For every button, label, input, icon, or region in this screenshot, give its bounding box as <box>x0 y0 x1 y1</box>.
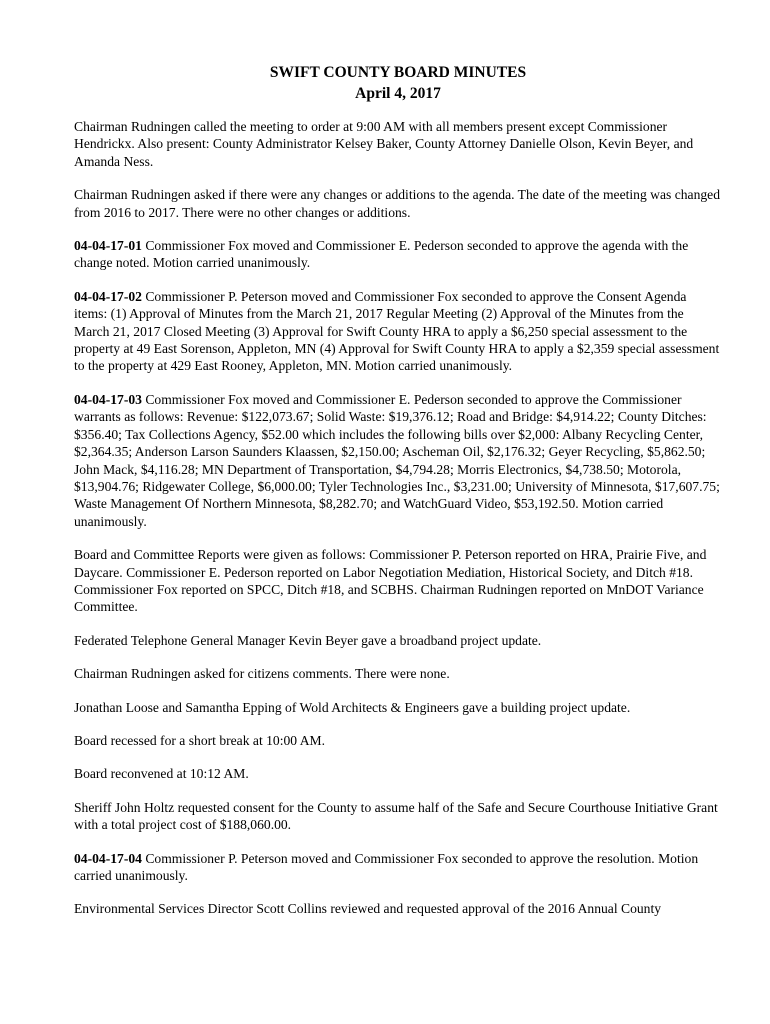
paragraph-text: Jonathan Loose and Samantha Epping of Wold Architects & Engineers gave a building project update. <box>74 699 631 715</box>
paragraph-recess <box>74 732 722 749</box>
paragraph-text: Commissioner Fox moved and Commissioner E. Pederson seconded to approve the Commissioner warrants as follows: Revenue: $122,073.67; Solid Waste: $19,376.12; Road and Bridge: $4,914.22; County Ditches: $356.40; Tax Collections Agency, $52.00 which includes the following bills over $2,000: Albany Recycling Center, $2,364.35; Anderson Larson Saunders Klaassen, $2,150.00; Ascheman Oil, $2,176.32; Geyer Recycling, $5,862.50; John Mack, $4,116.28; MN Department of Transportation, $4,794.28; Morris Electronics, $4,738.50; Motorola, $13,904.76; Ridgewater College, $6,000.00; Tyler Technologies Inc., $3,231.00; University of Minnesota, $17,607.75; Waste Management Of Northern Minnesota, $8,282.70; and WatchGuard Video, $53,192.50. Motion carried unanimously. <box>74 391 720 529</box>
paragraph-text: Chairman Rudningen called the meeting to order at 9:00 AM with all members present except Commissioner Hendrickx. Also present: County Administrator Kelsey Baker, County Attorney Danielle Olson, Kevin Beyer, and Amanda Ness. <box>74 119 694 169</box>
paragraph-broadband-update <box>74 632 722 649</box>
paragraph-motion-resolution <box>74 850 722 885</box>
paragraph-motion-consent <box>74 288 722 375</box>
paragraph-text: Environmental Services Director Scott Collins reviewed and requested approval of the 2016 Annual County <box>74 901 662 917</box>
paragraph-text: Commissioner P. Peterson moved and Commissioner Fox seconded to approve the resolution. Motion carried unanimously. <box>74 850 699 883</box>
motion-number: 04-04-17-02 <box>74 288 142 304</box>
paragraph-text: Board recessed for a short break at 10:00 AM. <box>74 732 326 748</box>
paragraph-building-update <box>74 699 722 716</box>
paragraph-text: Board and Committee Reports were given as follows: Commissioner P. Peterson reported on HRA, Prairie Five, and Daycare. Commissioner E. Pederson reported on Labor Negotiation Mediation, Historical Society, and Ditch #18. Commissioner Fox reported on SPCC, Ditch #18, and SCBHS. Chairman Rudningen reported on MnDOT Variance Committee. <box>74 547 707 615</box>
paragraph-committee-reports <box>74 546 722 616</box>
paragraph-text: Sheriff John Holtz requested consent for the County to assume half of the Safe and Secure Courthouse Initiative Grant with a total project cost of $188,060.00. <box>74 799 718 833</box>
paragraph-courthouse-grant <box>74 799 722 834</box>
document-title <box>74 62 722 104</box>
paragraph-citizen-comments <box>74 665 722 682</box>
motion-number: 04-04-17-01 <box>74 238 142 254</box>
motion-number: 04-04-17-04 <box>74 850 142 866</box>
paragraph-text: Chairman Rudningen asked for citizens comments. There were none. <box>74 666 450 682</box>
paragraph-text: Commissioner Fox moved and Commissioner E. Pederson seconded to approve the agenda with the change noted. Motion carried unanimously. <box>74 238 689 271</box>
paragraph-motion-warrants <box>74 391 722 530</box>
motion-number: 04-04-17-03 <box>74 391 142 407</box>
paragraph-motion-agenda <box>74 237 722 272</box>
minutes-body <box>74 118 722 918</box>
paragraph-environmental-services <box>74 900 722 917</box>
title-line: SWIFT COUNTY BOARD MINUTES <box>269 64 527 81</box>
paragraph-agenda-changes <box>74 186 722 221</box>
paragraph-call-to-order <box>74 118 722 170</box>
paragraph-reconvene <box>74 765 722 782</box>
paragraph-text: Chairman Rudningen asked if there were any changes or additions to the agenda. The date of the meeting was changed from 2016 to 2017. There were no other changes or additions. <box>74 187 720 220</box>
meeting-date: April 4, 2017 <box>355 85 441 102</box>
paragraph-text: Federated Telephone General Manager Kevin Beyer gave a broadband project update. <box>74 632 542 648</box>
paragraph-text: Commissioner P. Peterson moved and Commissioner Fox seconded to approve the Consent Agenda items: (1) Approval of Minutes from the March 21, 2017 Regular Meeting (2) Approval of the Minutes from the March 21, 2017 Closed Meeting (3) Approval for Swift County HRA to apply a $6,250 special assessment to the property at 49 East Sorenson, Appleton, MN (4) Approval for Swift County HRA to apply a $2,359 special assessment to the property at 429 East Rooney, Appleton, MN. Motion carried unanimously. <box>74 288 720 374</box>
paragraph-text: Board reconvened at 10:12 AM. <box>74 766 249 782</box>
